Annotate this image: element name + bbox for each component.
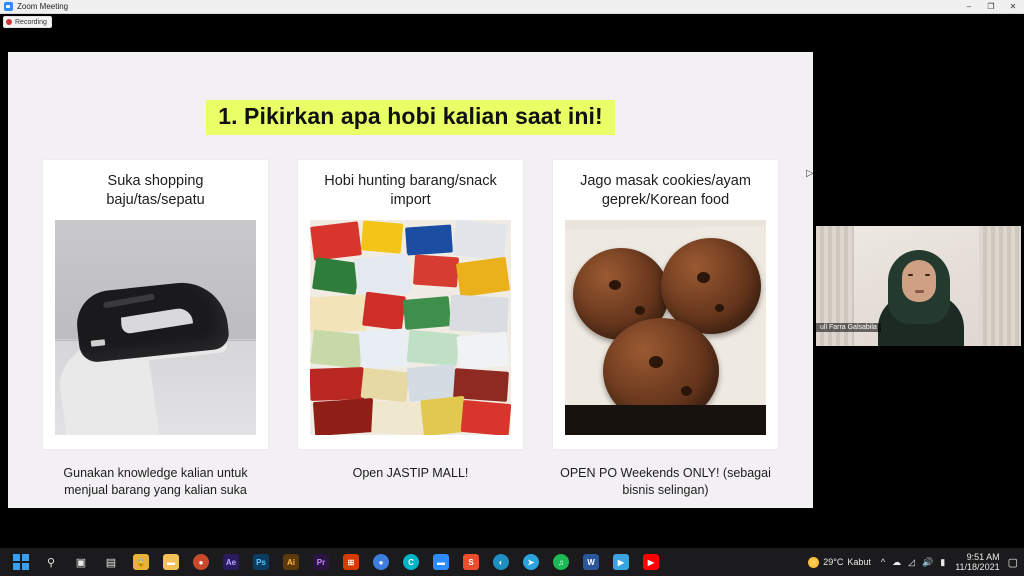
telegram-icon[interactable]: ➤ (519, 550, 543, 574)
office-icon[interactable]: ⊞ (339, 550, 363, 574)
youtube-icon[interactable]: ▶ (639, 550, 663, 574)
widgets-icon[interactable]: ▤ (105, 556, 117, 569)
chrome-icon[interactable]: ● (369, 550, 393, 574)
file-explorer-icon[interactable]: ▬ (159, 550, 183, 574)
volume-icon[interactable]: 🔊 (922, 556, 934, 567)
participant-video-tile[interactable] (816, 226, 1021, 346)
canva-icon[interactable]: C (399, 550, 423, 574)
zoom-window-titlebar (0, 0, 1024, 14)
card-column-1 (43, 160, 268, 499)
card-column-2 (298, 160, 523, 499)
participant-name-label: ull Farra Galsabila (816, 323, 881, 332)
card-heading: Suka shopping baju/tas/sepatu (106, 173, 205, 208)
windows-taskbar (0, 548, 1024, 576)
battery-icon[interactable]: ▮ (940, 556, 946, 567)
file-lock-icon[interactable]: 🔒 (129, 550, 153, 574)
close-button[interactable]: ✕ (1009, 2, 1017, 11)
mouse-cursor-icon: ▷ (806, 168, 814, 179)
card-caption: Gunakan knowledge kalian untuk menjual barang yang kalian suka (63, 466, 248, 497)
chocolate-cookies-photo (565, 220, 766, 435)
weather-widget[interactable] (808, 557, 871, 568)
card-caption: Open JASTIP MALL! (352, 466, 469, 480)
play-store-icon[interactable]: ▶ (609, 550, 633, 574)
windows-logo-icon (13, 554, 29, 570)
illustrator-icon[interactable]: Ai (279, 550, 303, 574)
system-tray (881, 557, 945, 568)
taskbar-app-icons (0, 550, 666, 574)
spotify-icon[interactable]: ♫ (549, 550, 573, 574)
shared-screen-slide (8, 52, 813, 508)
zoom-icon (4, 2, 13, 11)
edge-icon[interactable]: ◐ (489, 550, 513, 574)
card-heading: Hobi hunting barang/snack import (324, 173, 497, 208)
notification-center-icon[interactable]: ▢ (1007, 556, 1018, 569)
slide-title: 1. Pikirkan apa hobi kalian saat ini! (206, 100, 615, 135)
after-effects-icon[interactable]: Ae (219, 550, 243, 574)
photoshop-icon[interactable]: Ps (249, 550, 273, 574)
search-icon[interactable]: ⚲ (46, 556, 56, 569)
clock-time: 9:51 AM (966, 551, 1000, 562)
recorder-icon[interactable]: ● (189, 550, 213, 574)
onedrive-icon[interactable]: ☁ (892, 556, 902, 567)
premiere-pro-icon[interactable]: Pr (309, 550, 333, 574)
zoom-icon[interactable]: ▬ (429, 550, 453, 574)
card-cookies (553, 160, 778, 449)
start-button[interactable] (9, 550, 33, 574)
sun-icon (808, 557, 819, 568)
network-icon[interactable]: ◿ (908, 556, 916, 567)
task-view-icon[interactable]: ▣ (75, 556, 87, 569)
shopee-icon[interactable]: S (459, 550, 483, 574)
recording-indicator[interactable] (3, 16, 52, 28)
clock[interactable] (955, 552, 999, 573)
minimize-button[interactable]: – (966, 2, 972, 11)
sneaker-photo (55, 220, 256, 435)
word-icon[interactable]: W (579, 550, 603, 574)
card-caption: OPEN PO Weekends ONLY! (sebagai bisnis selingan) (560, 466, 771, 497)
card-shopping (43, 160, 268, 449)
maximize-button[interactable]: ❐ (987, 2, 995, 11)
window-title: Zoom Meeting (17, 1, 69, 11)
show-hidden-icons[interactable]: ^ (880, 557, 886, 567)
recording-label: Recording (15, 18, 47, 26)
weather-temperature: 29°C (823, 557, 844, 567)
card-snack-import (298, 160, 523, 449)
card-column-3 (553, 160, 778, 499)
slide-cards (8, 160, 813, 499)
weather-condition: Kabut (847, 557, 871, 567)
taskbar-system-area (808, 552, 1024, 573)
imported-snacks-photo (310, 220, 511, 435)
record-dot-icon (6, 19, 12, 25)
slide-title-container (8, 100, 813, 135)
clock-date: 11/18/2021 (955, 562, 1000, 572)
window-controls (958, 0, 1024, 14)
card-heading: Jago masak cookies/ayam geprek/Korean food (580, 173, 751, 208)
